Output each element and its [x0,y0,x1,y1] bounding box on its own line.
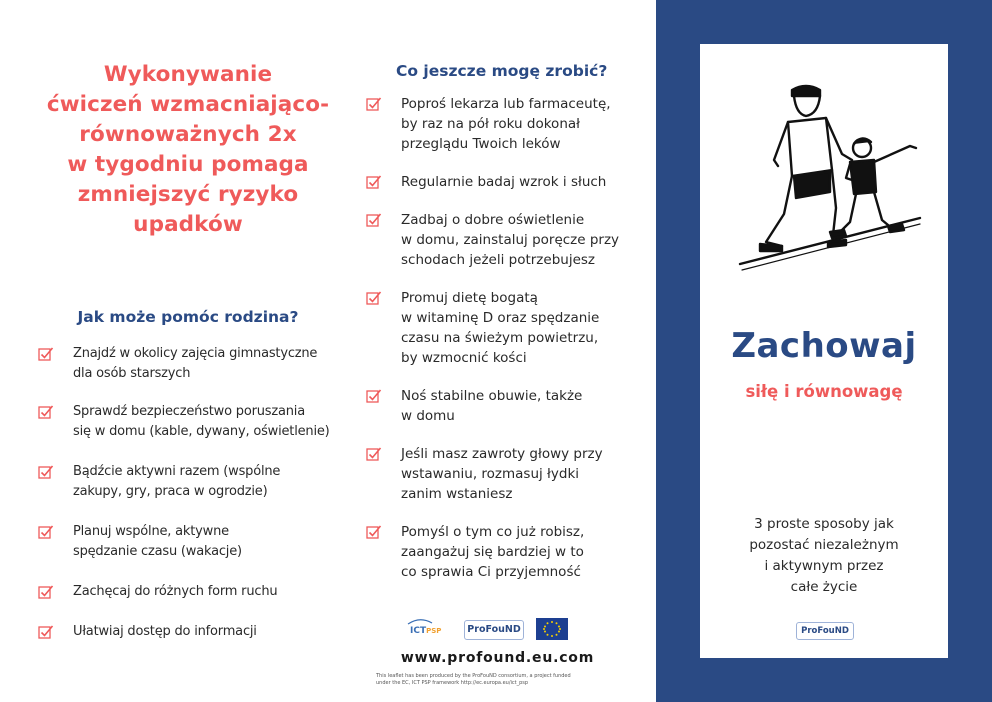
checkbox-check-icon [366,174,382,190]
list-item: Promuj dietę bogatą w witaminę D oraz spędzanie czasu na świeżym powietrzu, by wzmocnić kości [366,288,630,368]
walking-figures-illustration [734,74,924,274]
headline [38,60,338,240]
checkbox-check-icon [366,446,382,462]
family-tips-list [38,344,338,642]
cover-tagline: 3 proste sposoby jak pozostać niezależnym i aktywnym przez całe życie [749,516,899,595]
cover-card [700,44,948,658]
more-section-title: Co jeszcze mogę zrobić? [396,62,608,80]
profound-logo: ProFouND [796,622,854,640]
family-section-title: Jak może pomóc rodzina? [77,308,299,326]
cover-subtitle: siłę i równowagę [745,382,903,401]
checkbox-check-icon [38,584,54,600]
checkbox-check-icon [38,464,54,480]
ict-psp-logo: ICTPSP [406,618,450,640]
eu-flag-icon [536,618,568,640]
checkbox-check-icon [38,346,54,362]
middle-panel [360,40,630,600]
checkbox-check-icon [366,212,382,228]
cover-title: Zachowaj [731,326,917,366]
profound-logo: ProFouND [464,620,524,640]
list-item: Planuj wspólne, aktywne spędzanie czasu (wakacje) [38,522,338,562]
list-item: Jeśli masz zawroty głowy przy wstawaniu, rozmasuj łydki zanim wstaniesz [366,444,630,504]
left-panel [38,40,338,662]
headline-line: zmniejszyć ryzyko [77,182,299,207]
headline-line: ćwiczeń wzmacniająco- [46,92,330,117]
list-item: Znajdź w okolicy zajęcia gimnastyczne dla osób starszych [38,344,338,384]
list-item: Noś stabilne obuwie, także w domu [366,386,630,426]
self-tips-list [360,94,630,582]
headline-line: równoważnych 2x [79,122,297,147]
partner-logos [406,614,576,642]
headline-line: upadków [133,212,243,237]
headline-line: w tygodniu pomaga [67,152,309,177]
list-item: Regularnie badaj wzrok i słuch [366,172,630,192]
list-item: Poproś lekarza lub farmaceutę, by raz na pół roku dokonał przeglądu Twoich leków [366,94,630,154]
checkbox-check-icon [38,404,54,420]
checkbox-check-icon [38,624,54,640]
list-item: Zadbaj o dobre oświetlenie w domu, zainstaluj poręcze przy schodach jeżeli potrzebujesz [366,210,630,270]
disclaimer: This leaflet has been produced by the ProFouND consortium, a project funded under the EC, ICT PSP framework http://ec.europa.eu/ict_psp [376,673,571,686]
list-item: Sprawdź bezpieczeństwo poruszania się w domu (kable, dywany, oświetlenie) [38,402,338,442]
checkbox-check-icon [38,524,54,540]
list-item: Ułatwiaj dostęp do informacji [38,622,338,642]
list-item: Zachęcaj do różnych form ruchu [38,582,338,602]
checkbox-check-icon [366,524,382,540]
checkbox-check-icon [366,290,382,306]
headline-line: Wykonywanie [103,62,273,87]
list-item: Bądźcie aktywni razem (wspólne zakupy, gry, praca w ogrodzie) [38,462,338,502]
list-item: Pomyśl o tym co już robisz, zaangażuj się bardziej w to co sprawia Ci przyjemność [366,522,630,582]
checkbox-check-icon [366,388,382,404]
checkbox-check-icon [366,96,382,112]
cover-panel [656,0,992,702]
website-url[interactable]: www.profound.eu.com [400,650,595,666]
